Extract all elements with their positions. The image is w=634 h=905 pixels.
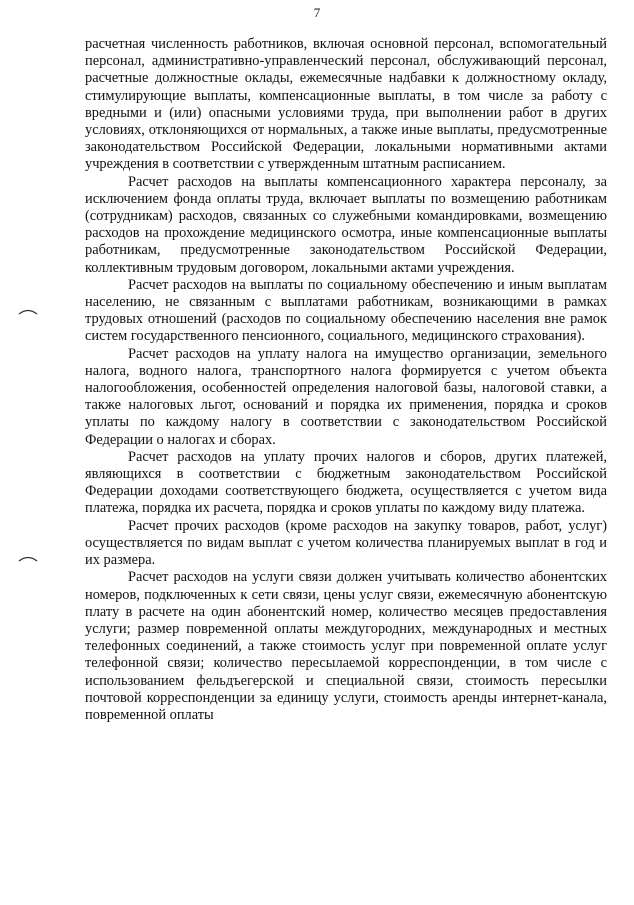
paragraph-staff-calculation: расчетная численность работников, включая основной персонал, вспомогательный персонал, административно-управленческий персонал, обслуживающий персонал, расчетные должностные оклады, ежемесячные надбавки к должностному окладу, стимулирующие выплаты, компенсационные выплаты, в том числе за работу с вредными и (или) опасными условиями труда, при выполнении работ в других условиях, отклоняющихся от нормальных, а также иные выплаты, предусмотренные законодательством Российской Федерации, локальными нормативными актами учреждения в соответствии с утвержденным штатным расписанием. xyxy=(85,36,607,173)
paragraph-property-tax: Расчет расходов на уплату налога на имущество организации, земельного налога, водного налога, транспортного налога формируется с учетом объекта налогообложения, особенностей определения налоговой базы, налоговой ставки, а также налоговых льгот, оснований и порядка их применения, порядка и сроков уплаты по каждому налогу в соответствии с законодательством Российской Федерации о налогах и сборах. xyxy=(85,345,607,448)
document-text xyxy=(85,36,607,724)
binding-hole-mark-bottom xyxy=(18,553,38,563)
paragraph-other-taxes: Расчет расходов на уплату прочих налогов и сборов, других платежей, являющихся в соответствии с бюджетным законодательством Российской Федерации доходами соответствующего бюджета, осуществляется с учетом вида платежа, порядка их расчета, порядка и сроков уплаты по каждому виду платежа. xyxy=(85,448,607,517)
binding-hole-mark-top xyxy=(18,306,38,316)
paragraph-other-expenses: Расчет прочих расходов (кроме расходов на закупку товаров, работ, услуг) осуществляется по видам выплат с учетом количества планируемых выплат в год и их размера. xyxy=(85,517,607,569)
paragraph-communication-services: Расчет расходов на услуги связи должен учитывать количество абонентских номеров, подключенных к сети связи, цены услуг связи, ежемесячную абонентскую плату в расчете на один абонентский номер, количество месяцев предоставления услуги; размер повременной оплаты междугородних, международных и местных телефонных соединений, а также стоимость услуг при повременной оплате услуг телефонной связи; количество пересылаемой корреспонденции, в том числе с использованием фельдъегерской и специальной связи, стоимость пересылки почтовой корреспонденции за единицу услуги, стоимость аренды интернет-канала, повременной оплаты xyxy=(85,569,607,723)
paragraph-social-payments: Расчет расходов на выплаты по социальному обеспечению и иным выплатам населению, не связанным с выплатами работникам, возникающими в рамках трудовых отношений (расходов по социальному обеспечению населения вне рамок систем государственного пенсионного, социального, медицинского страхования). xyxy=(85,276,607,345)
page-number: 7 xyxy=(313,5,321,20)
paragraph-compensation-payments: Расчет расходов на выплаты компенсационного характера персоналу, за исключением фонда оплаты труда, включает выплаты по возмещению работникам (сотрудникам) расходов, связанных со служебными командировками, возмещению расходов на прохождение медицинского осмотра, иные компенсационные выплаты работникам, предусмотренные законодательством Российской Федерации, коллективным трудовым договором, локальными актами учреждения. xyxy=(85,173,607,276)
